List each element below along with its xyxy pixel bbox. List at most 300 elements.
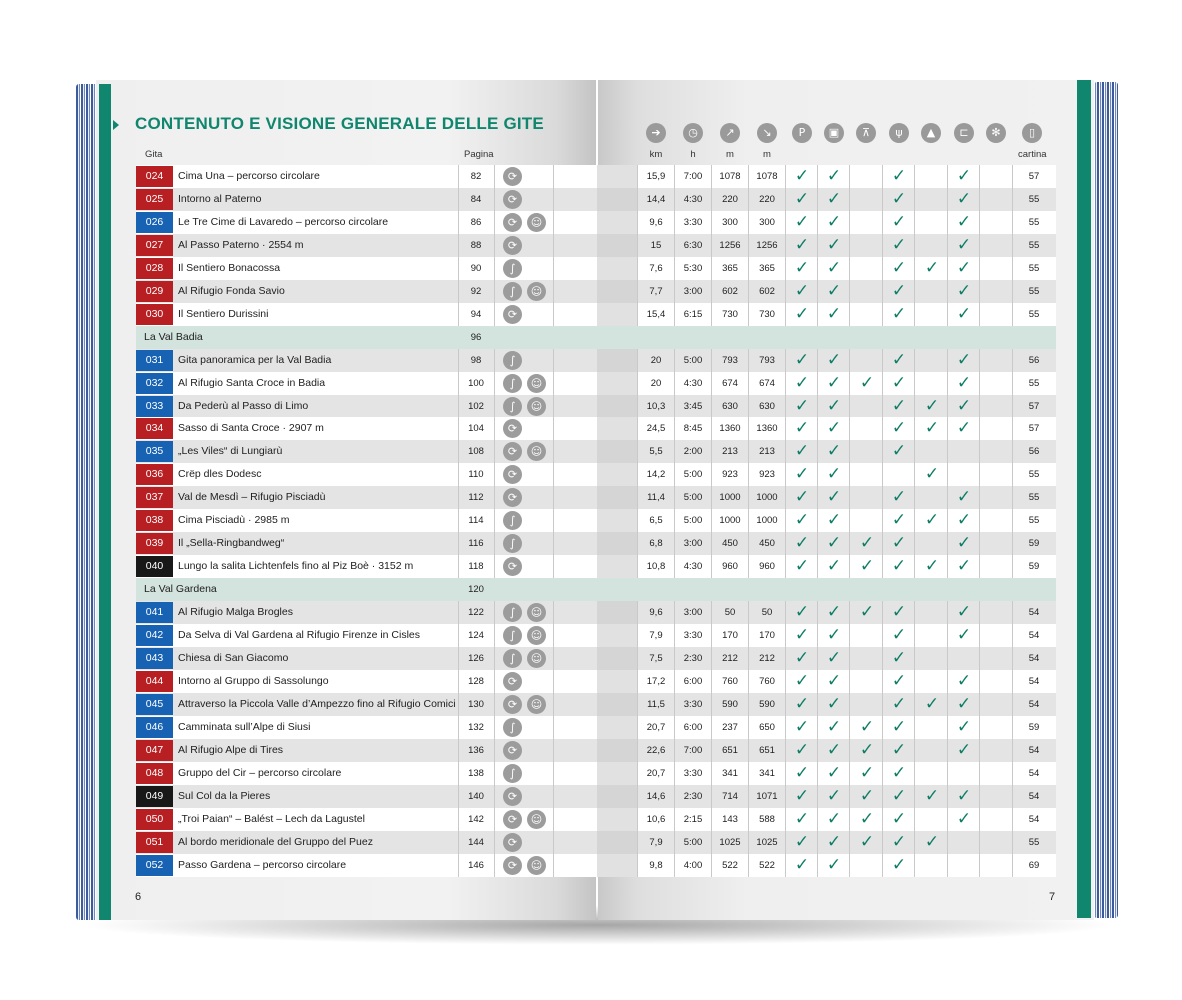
cell-divider (817, 303, 818, 326)
ascent-m: 714 (722, 790, 738, 802)
cell-divider (947, 417, 948, 440)
tour-number: 044 (136, 671, 173, 692)
cell-divider (882, 808, 883, 831)
map-number: 55 (1028, 469, 1040, 481)
linear-route-icon: ∫ (503, 351, 522, 370)
duration-hours: 3:30 (683, 698, 703, 710)
table-row (136, 785, 1056, 808)
table-row (136, 372, 1056, 395)
linear-route-icon: ∫ (503, 603, 522, 622)
check-icon: ✓ (794, 625, 810, 645)
map-icon: ▯ (1022, 123, 1042, 143)
map-number: 57 (1028, 171, 1040, 182)
cell-divider (849, 808, 850, 831)
tour-name: Cima Pisciadù · 2985 m (178, 514, 290, 527)
tour-number: 028 (136, 258, 173, 279)
accent-stripe-right (1077, 80, 1091, 918)
cell-divider (882, 739, 883, 762)
cell-divider (947, 211, 948, 234)
cell-divider (494, 417, 495, 440)
duration-hours: 2:30 (683, 790, 703, 802)
tour-name: „Troi Paian“ – Balést – Lech da Lagustel (178, 812, 365, 825)
descent-m: 50 (761, 607, 773, 618)
linear-route-icon: ∫ (503, 397, 522, 416)
check-icon: ✓ (924, 510, 940, 531)
cell-divider (849, 395, 850, 418)
check-icon: ✓ (794, 510, 810, 531)
cell-divider (849, 555, 850, 578)
cell-divider (914, 280, 915, 303)
circular-route-icon: ⟳ (503, 465, 522, 484)
cell-divider (494, 303, 495, 326)
tour-number: 050 (136, 809, 173, 830)
cell-divider (947, 532, 948, 555)
cell-divider (1012, 395, 1013, 418)
check-icon: ✓ (891, 372, 907, 393)
check-icon: ✓ (859, 556, 875, 577)
gutter-shade (597, 486, 637, 509)
child-friendly-icon: ☺ (527, 213, 546, 232)
cell-divider (785, 716, 786, 739)
cell-divider (785, 601, 786, 624)
restaurant-icon: ψ (889, 123, 909, 143)
cell-divider (1012, 624, 1013, 647)
cell-divider (553, 555, 554, 578)
tour-name: Al Passo Paterno · 2554 m (178, 238, 304, 251)
cell-divider (817, 463, 818, 486)
bus-icon: ▣ (824, 123, 844, 143)
check-icon: ✓ (956, 234, 972, 255)
section-row (136, 578, 1056, 601)
tour-name: Da Pederù al Passo di Limo (178, 399, 309, 412)
cell-divider (849, 647, 850, 670)
cell-divider (947, 372, 948, 395)
child-friendly-icon: ☺ (527, 695, 546, 714)
check-icon: ✓ (956, 280, 972, 301)
descent-m: 365 (759, 262, 775, 274)
cell-divider (979, 785, 980, 808)
descent-m: 212 (759, 653, 775, 664)
clock-icon: ◷ (683, 123, 703, 143)
cell-divider (494, 716, 495, 739)
ascent-m: 170 (722, 630, 738, 641)
cell-divider (817, 280, 818, 303)
check-icon: ✓ (794, 418, 810, 439)
map-number: 59 (1028, 721, 1040, 733)
distance-km: 7,9 (649, 630, 663, 641)
check-icon: ✓ (891, 831, 907, 852)
linear-route-icon: ∫ (503, 764, 522, 783)
section-row (136, 326, 1056, 349)
table-row (136, 211, 1056, 234)
duration-hours: 2:00 (683, 446, 703, 458)
ascent-m: 923 (722, 469, 738, 481)
tour-page: 84 (470, 193, 482, 205)
circular-route-icon: ⟳ (503, 557, 522, 576)
cell-divider (914, 693, 915, 716)
cell-divider (947, 601, 948, 624)
duration-hours: 5:00 (683, 515, 703, 527)
check-icon: ✓ (794, 166, 810, 186)
circular-route-icon: ⟳ (503, 810, 522, 829)
cell-divider (785, 165, 786, 188)
cell-divider (914, 670, 915, 693)
check-icon: ✓ (826, 372, 842, 393)
descent-m: 650 (759, 721, 775, 733)
duration-hours: 5:00 (683, 836, 703, 848)
child-friendly-icon: ☺ (527, 374, 546, 393)
cell-divider (494, 647, 495, 670)
check-icon: ✓ (924, 395, 940, 416)
check-icon: ✓ (859, 739, 875, 760)
cell-divider (914, 739, 915, 762)
cell-divider (914, 808, 915, 831)
tour-number: 030 (136, 304, 173, 325)
cell-divider (947, 280, 948, 303)
check-icon: ✓ (891, 670, 907, 691)
cell-divider (947, 693, 948, 716)
cell-divider (882, 280, 883, 303)
cell-divider (553, 693, 554, 716)
cell-divider (817, 670, 818, 693)
cell-divider (882, 211, 883, 234)
check-icon: ✓ (956, 556, 972, 577)
cell-divider (1012, 486, 1013, 509)
check-icon: ✓ (956, 716, 972, 737)
check-icon: ✓ (826, 418, 842, 439)
cell-divider (979, 372, 980, 395)
check-icon: ✓ (794, 533, 810, 554)
cell-divider (785, 280, 786, 303)
cell-divider (494, 509, 495, 532)
cell-divider (494, 808, 495, 831)
cell-divider (785, 670, 786, 693)
map-number: 57 (1028, 400, 1040, 412)
tour-name: Da Selva di Val Gardena al Rifugio Firenze in Cisles (178, 629, 421, 641)
cell-divider (882, 647, 883, 670)
tour-number: 049 (136, 786, 173, 807)
cell-divider (785, 532, 786, 555)
cell-divider (979, 624, 980, 647)
cell-divider (947, 440, 948, 463)
cell-divider (1012, 831, 1013, 854)
circular-route-icon: ⟳ (503, 213, 522, 232)
check-icon: ✓ (826, 808, 842, 829)
cell-divider (785, 303, 786, 326)
child-friendly-icon: ☺ (527, 282, 546, 301)
check-icon: ✓ (794, 648, 810, 668)
hut-icon: ▲ (921, 123, 941, 143)
cell-divider (947, 165, 948, 188)
check-icon: ✓ (826, 739, 842, 760)
descent-m: 602 (759, 285, 775, 297)
cell-divider (914, 647, 915, 670)
tour-page: 114 (468, 515, 484, 527)
table-row (136, 395, 1056, 418)
cell-divider (882, 303, 883, 326)
check-icon: ✓ (794, 372, 810, 393)
table-row (136, 831, 1056, 854)
cell-divider (785, 808, 786, 831)
descent-m: 1071 (756, 790, 778, 802)
cell-divider (553, 601, 554, 624)
tour-name: Attraverso la Piccola Valle d’Ampezzo fino al Rifugio Comici (178, 697, 456, 710)
tour-page: 146 (468, 859, 484, 871)
tour-name: Gruppo del Cir – percorso circolare (178, 766, 342, 779)
cell-divider (882, 555, 883, 578)
check-icon: ✓ (826, 533, 842, 554)
distance-km: 9,8 (649, 859, 663, 871)
duration-hours: 8:45 (683, 423, 703, 435)
tour-number: 034 (136, 418, 173, 439)
cell-divider (979, 509, 980, 532)
check-icon: ✓ (891, 716, 907, 737)
tour-name: Sasso di Santa Croce · 2907 m (178, 422, 324, 435)
tour-name: Al Rifugio Fonda Savio (178, 284, 285, 297)
cell-divider (947, 257, 948, 280)
cell-divider (1012, 739, 1013, 762)
cell-divider (494, 831, 495, 854)
cell-divider (947, 349, 948, 372)
check-icon: ✓ (826, 602, 842, 622)
cell-divider (785, 486, 786, 509)
distance-km: 14,2 (646, 469, 666, 481)
cell-divider (785, 349, 786, 372)
cell-divider (817, 831, 818, 854)
tour-name: Passo Gardena – percorso circolare (178, 858, 347, 871)
cell-divider (494, 601, 495, 624)
check-icon: ✓ (826, 693, 842, 714)
gutter-shade (597, 854, 637, 877)
tour-name: Val de Mesdì – Rifugio Pisciadù (178, 491, 326, 504)
linear-route-icon: ∫ (503, 374, 522, 393)
tour-page: 116 (468, 538, 484, 550)
check-icon: ✓ (826, 670, 842, 691)
cell-divider (494, 372, 495, 395)
cell-divider (914, 234, 915, 257)
cell-divider (494, 785, 495, 808)
duration-hours: 5:30 (683, 262, 703, 274)
cell-divider (947, 486, 948, 509)
check-icon: ✓ (891, 739, 907, 760)
distance-km: 5,5 (649, 446, 663, 458)
linear-route-icon: ∫ (503, 718, 522, 737)
cell-divider (979, 532, 980, 555)
gutter-shade (597, 762, 637, 785)
check-icon: ✓ (826, 762, 842, 783)
cell-divider (1012, 463, 1013, 486)
cell-divider (1012, 303, 1013, 326)
cell-divider (1012, 693, 1013, 716)
duration-hours: 6:00 (683, 675, 703, 687)
duration-hours: 4:30 (683, 193, 703, 205)
cell-divider (849, 165, 850, 188)
cell-divider (979, 716, 980, 739)
cell-divider (979, 165, 980, 188)
distance-km: 20 (650, 377, 662, 389)
cell-divider (979, 762, 980, 785)
cell-divider (914, 716, 915, 739)
map-number: 56 (1028, 354, 1040, 366)
tour-page: 142 (468, 813, 484, 825)
descent-m: 450 (759, 538, 775, 550)
ascent-m: 341 (722, 767, 738, 779)
snowflake-icon: ✻ (986, 123, 1006, 143)
gutter-shade (597, 463, 637, 486)
cell-divider (1012, 785, 1013, 808)
distance-km: 7,6 (649, 262, 663, 274)
distance-km: 6,5 (649, 515, 663, 527)
descent-m: 300 (759, 216, 775, 228)
table-row (136, 463, 1056, 486)
child-friendly-icon: ☺ (527, 397, 546, 416)
cell-divider (849, 349, 850, 372)
cell-divider (979, 854, 980, 877)
tour-number: 025 (136, 189, 173, 210)
descent-m: 630 (759, 400, 775, 412)
cell-divider (882, 785, 883, 808)
check-icon: ✓ (891, 533, 907, 554)
tour-number: 040 (136, 556, 173, 577)
linear-route-icon: ∫ (503, 626, 522, 645)
gutter-shade (597, 693, 637, 716)
cell-divider (817, 854, 818, 877)
distance-km: 7,7 (649, 285, 663, 297)
cell-divider (494, 349, 495, 372)
duration-hours: 7:00 (683, 171, 703, 182)
cell-divider (817, 395, 818, 418)
duration-hours: 3:00 (683, 285, 703, 297)
cell-divider (849, 257, 850, 280)
check-icon: ✓ (826, 854, 842, 875)
descent-icon: ↘ (757, 123, 777, 143)
cell-divider (785, 739, 786, 762)
check-icon: ✓ (924, 464, 940, 485)
table-row (136, 532, 1056, 555)
cell-divider (979, 280, 980, 303)
child-friendly-icon: ☺ (527, 603, 546, 622)
descent-m: 588 (759, 813, 775, 825)
map-number: 55 (1028, 308, 1040, 320)
check-icon: ✓ (956, 257, 972, 278)
cell-divider (817, 785, 818, 808)
check-icon: ✓ (924, 257, 940, 278)
cell-divider (914, 624, 915, 647)
cell-divider (817, 739, 818, 762)
check-icon: ✓ (859, 831, 875, 852)
cell-divider (882, 716, 883, 739)
header-ascent: m (726, 149, 734, 160)
tour-number: 031 (136, 350, 173, 371)
gutter-shade (597, 165, 637, 188)
gutter-shade (597, 555, 637, 578)
check-icon: ✓ (956, 188, 972, 209)
check-icon: ✓ (891, 211, 907, 232)
check-icon: ✓ (924, 693, 940, 714)
cell-divider (494, 280, 495, 303)
table-row (136, 257, 1056, 280)
gutter-shade (597, 257, 637, 280)
cell-divider (849, 831, 850, 854)
cell-divider (947, 463, 948, 486)
tour-number: 024 (136, 166, 173, 187)
cell-divider (817, 808, 818, 831)
linear-route-icon: ∫ (503, 534, 522, 553)
check-icon: ✓ (956, 395, 972, 416)
check-icon: ✓ (891, 510, 907, 531)
check-icon: ✓ (891, 785, 907, 806)
signpost-icon: ➔ (646, 123, 666, 143)
map-number: 54 (1028, 744, 1040, 756)
check-icon: ✓ (956, 739, 972, 760)
duration-hours: 3:30 (683, 630, 703, 641)
cell-divider (494, 440, 495, 463)
cell-divider (849, 532, 850, 555)
cell-divider (849, 739, 850, 762)
distance-km: 7,5 (649, 653, 663, 664)
cell-divider (817, 601, 818, 624)
cell-divider (914, 349, 915, 372)
tour-page: 126 (468, 653, 484, 664)
cell-divider (979, 349, 980, 372)
check-icon: ✓ (956, 533, 972, 554)
check-icon: ✓ (826, 716, 842, 737)
map-number: 55 (1028, 836, 1040, 848)
cell-divider (914, 463, 915, 486)
check-icon: ✓ (956, 670, 972, 691)
tour-page: 92 (470, 285, 482, 297)
table-row (136, 624, 1056, 647)
lodging-icon: ⊏ (954, 123, 974, 143)
header-km: km (649, 149, 663, 160)
cell-divider (817, 440, 818, 463)
map-number: 54 (1028, 607, 1040, 618)
cell-divider (553, 417, 554, 440)
ascent-m: 1078 (719, 171, 741, 182)
duration-hours: 5:00 (683, 354, 703, 366)
check-icon: ✓ (794, 739, 810, 760)
tour-number: 029 (136, 281, 173, 302)
distance-km: 10,8 (646, 561, 666, 573)
cell-divider (979, 395, 980, 418)
ascent-m: 522 (722, 859, 738, 871)
tour-name: Al bordo meridionale del Gruppo del Puez (178, 835, 373, 848)
cell-divider (553, 211, 554, 234)
table-row (136, 555, 1056, 578)
tour-page: 130 (468, 698, 484, 710)
tour-page: 102 (468, 400, 484, 412)
check-icon: ✓ (794, 854, 810, 875)
tour-number: 039 (136, 533, 173, 554)
cell-divider (785, 854, 786, 877)
cell-divider (947, 509, 948, 532)
check-icon: ✓ (826, 556, 842, 577)
header-cartina: cartina (1018, 149, 1047, 160)
cell-divider (553, 395, 554, 418)
check-icon: ✓ (956, 349, 972, 370)
distance-km: 22,6 (646, 744, 666, 756)
check-icon: ✓ (794, 188, 810, 209)
title-arrow-icon (113, 120, 119, 130)
cell-divider (494, 670, 495, 693)
tour-page: 94 (470, 308, 482, 320)
cell-divider (817, 211, 818, 234)
tour-name: „Les Viles“ di Lungiarù (178, 445, 283, 458)
check-icon: ✓ (826, 257, 842, 278)
duration-hours: 6:00 (683, 721, 703, 733)
tour-number: 038 (136, 510, 173, 531)
cell-divider (849, 601, 850, 624)
